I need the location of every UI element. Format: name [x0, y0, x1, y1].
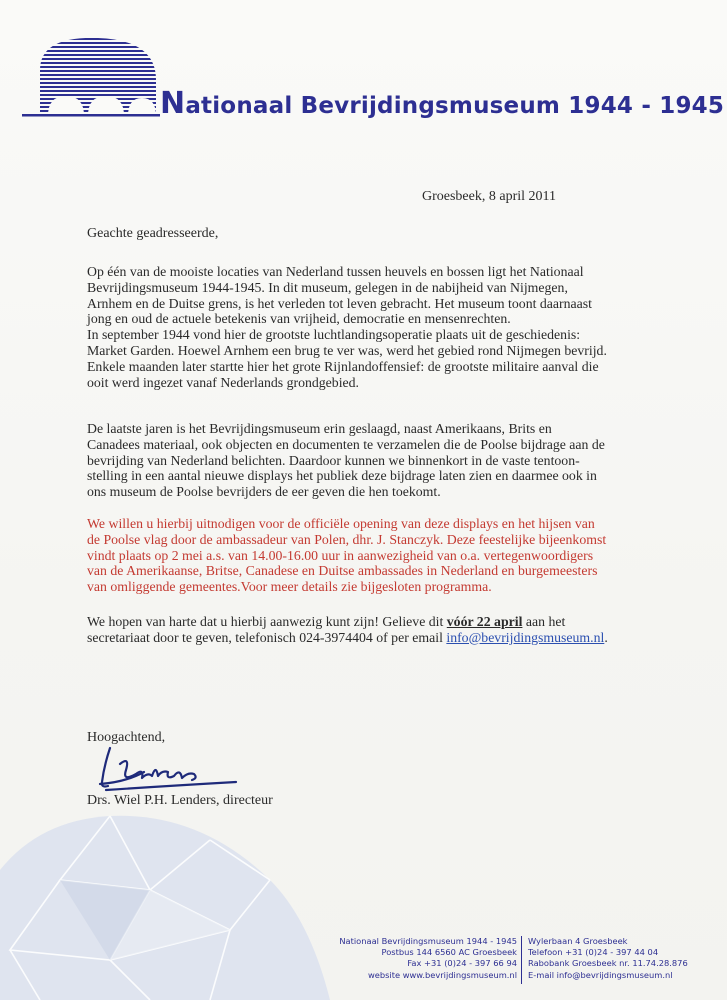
geodesic-dome-decoration	[0, 810, 330, 1000]
footer-email[interactable]: E-mail info@bevrijdingsmuseum.nl	[528, 969, 673, 980]
salutation: Geachte geadresseerde,	[87, 226, 219, 241]
letter-date: Groesbeek, 8 april 2011	[422, 189, 556, 204]
paragraph-rsvp: We hopen van harte dat u hierbij aanwezig kunt zijn! Gelieve dit vóór 22 april aan het secretariaat door te geven, telefonisch 024-3974404 of per email info@bevrijdingsmuseum.nl.	[87, 614, 608, 645]
footer-right-block: Wylerbaan 4 Groesbeek Telefoon +31 (0)24 - 397 44 04 Rabobank Groesbeek nr. 11.74.28.876 E-mail info@bevrijdingsmuseum.nl	[528, 936, 688, 980]
footer-website[interactable]: website www.bevrijdingsmuseum.nl	[367, 969, 517, 980]
paragraph-polish-contribution: De laatste jaren is het Bevrijdingsmuseum erin geslaagd, naast Amerikaans, Brits en Canadees materiaal, ook objecten en documenten te verzamelen die de Poolse bijdrage aan de bevrijding van Nederland belichten. Daardoor kunnen we binnenkort in de vaste tentoon- stelling in een aantal nieuwe displays het publiek deze bijdrage laten zien en daarmee ook in ons museum de Poolse bevrijders de eer geven die hen toekomt.	[87, 421, 605, 500]
museum-title: Nationaal Bevrijdingsmuseum 1944 - 1945	[160, 86, 725, 121]
paragraph-museum-intro: Op één van de mooiste locaties van Nederland tussen heuvels en bossen ligt het Nationaal Bevrijdingsmuseum 1944-1945. In dit museum, gelegen in de nabijheid van Nijmegen, Arnhem en de Duitse grens, is het verleden tot leven gebracht. Het museum toont daarnaast jong en oud de actuele betekenis van vrijheid, democratie en mensenrechten. In september 1944 vond hier de grootste luchtlandingsoperatie plaats uit de geschiedenis: Market Garden. Hoewel Arnhem een brug te ver was, werd het gebied rond Nijmegen bevrijd. Enkele maanden later startte hier het grote Rijnlandoffensief: de grootste militaire aanval die ooit werd ingezet vanaf Nederlands grondgebied.	[87, 264, 607, 390]
museum-logo-icon	[20, 30, 160, 120]
email-link[interactable]: info@bevrijdingsmuseum.nl	[446, 629, 605, 645]
rsvp-deadline: vóór 22 april	[446, 614, 523, 629]
paragraph-invitation: We willen u hierbij uitnodigen voor de officiële opening van deze displays en het hijsen van de Poolse vlag door de ambassadeur van Polen, dhr. J. Stanczyk. Deze feestelijke bijeenkomst vindt plaats op 2 mei a.s. van 14.00-16.00 uur in aanwezigheid van o.a. vertegenwoordigers van de Amerikaanse, Britse, Canadese en Duitse ambassades in Nederland en burgemeesters van omliggende gemeentes.Voor meer details zie bijgesloten programma.	[87, 516, 607, 595]
signature-icon	[96, 742, 256, 792]
closing: Hoogachtend,	[87, 730, 166, 745]
footer-left-block: Nationaal Bevrijdingsmuseum 1944 - 1945 Postbus 144 6560 AC Groesbeek Fax +31 (0)24 - 397 66 94 website www.bevrijdingsmuseum.nl	[339, 936, 517, 980]
footer-divider	[521, 936, 522, 984]
signer-name: Drs. Wiel P.H. Lenders, directeur	[87, 793, 273, 808]
